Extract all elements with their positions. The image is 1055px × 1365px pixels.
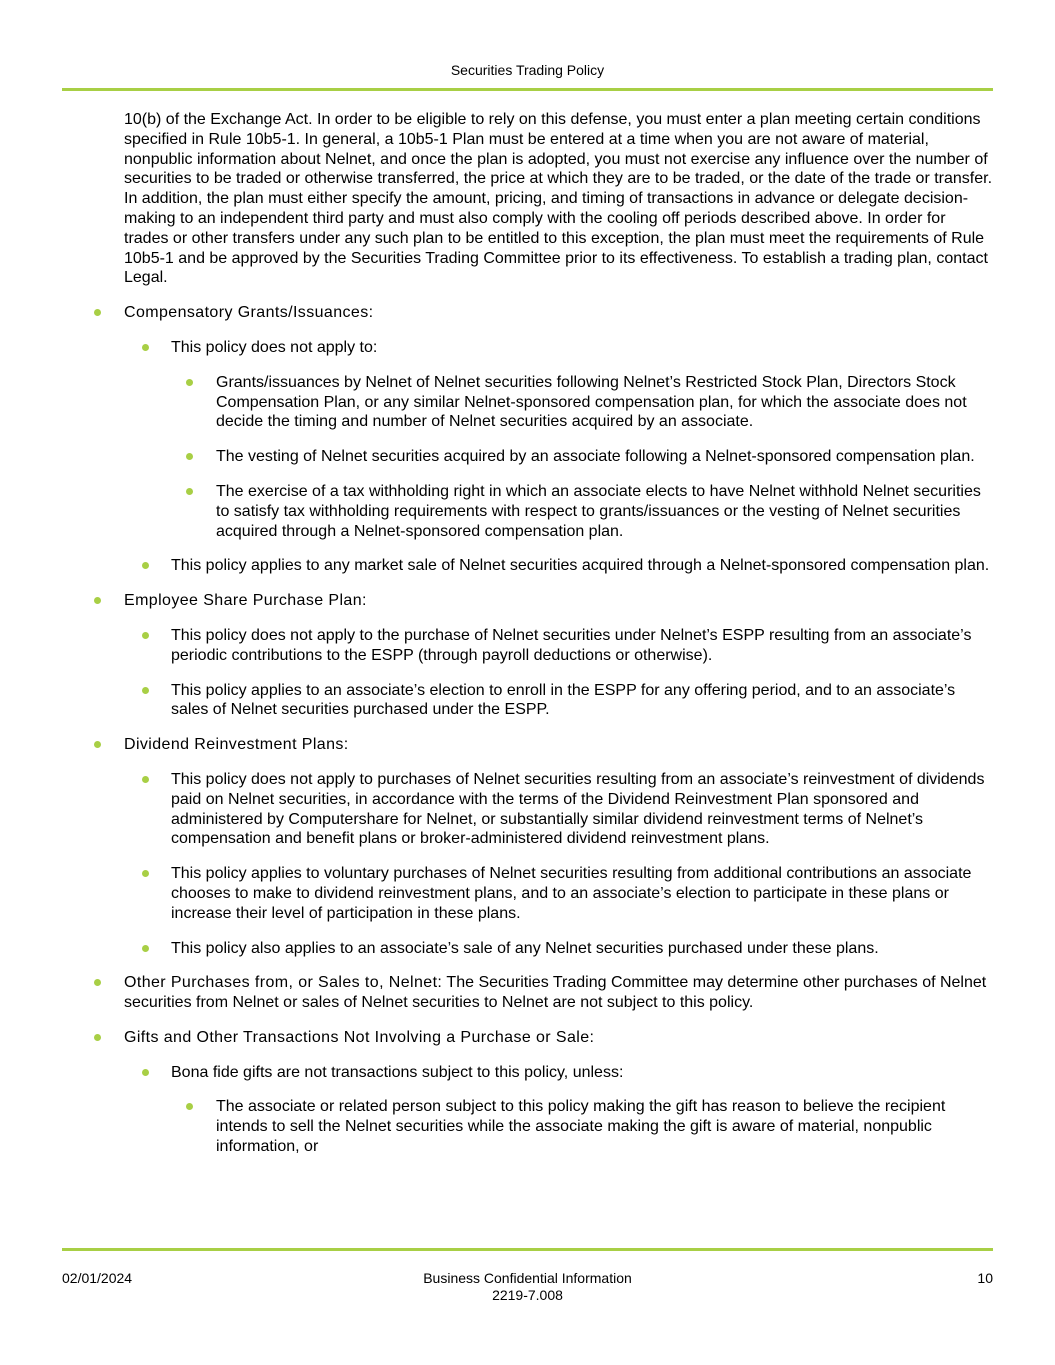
- bullet-icon: [142, 687, 149, 694]
- bullet-icon: [94, 979, 101, 986]
- list-item: [171, 1063, 993, 1083]
- document-body: [0, 110, 1055, 1157]
- list-item: [216, 482, 993, 541]
- list-item-text: Grants/issuances by Nelnet of Nelnet securities following Nelnet’s Restricted Stock Plan, Directors Stock Compensation Plan, or any similar Nelnet-sponsored compensation plan, for which the associate does not decide the timing and number of Nelnet securities acquired by an associate.: [216, 373, 967, 431]
- bullet-icon: [186, 488, 193, 495]
- bullet-icon: [142, 632, 149, 639]
- bullet-icon: [142, 870, 149, 877]
- footer-divider: [62, 1248, 993, 1251]
- bullet-icon: [142, 1069, 149, 1076]
- list-item-text: The vesting of Nelnet securities acquired by an associate following a Nelnet-sponsored compensation plan.: [216, 448, 975, 466]
- list-item-gifts: [124, 1028, 993, 1048]
- list-item-text: The Securities Trading Committee may determine other purchases of Nelnet securities from Nelnet or sales of Nelnet securities to Nelnet are not subject to this policy.: [124, 974, 987, 1012]
- bullet-icon: [186, 453, 193, 460]
- bullet-icon: [94, 741, 101, 748]
- list-item: [171, 770, 993, 849]
- list-item-text: This policy does not apply to:: [171, 338, 378, 356]
- footer-page-number: 10: [977, 1270, 993, 1286]
- list-item: [216, 373, 993, 432]
- bullet-icon: [142, 562, 149, 569]
- footer-doc-id: 2219-7.008: [492, 1287, 563, 1303]
- bullet-icon: [94, 597, 101, 604]
- list-item-compensatory: [124, 303, 993, 323]
- list-item-text: This policy applies to any market sale of Nelnet securities acquired through a Nelnet-sponsored compensation plan.: [171, 557, 990, 575]
- section-heading: Other Purchases from, or Sales to, Nelnet:: [124, 974, 443, 992]
- list-item: [216, 1097, 993, 1156]
- bullet-icon: [142, 344, 149, 351]
- bullet-icon: [186, 1103, 193, 1110]
- list-item-text: This policy applies to an associate’s election to enroll in the ESPP for any offering period, and to an associate’s sales of Nelnet securities purchased under the ESPP.: [171, 681, 956, 719]
- list-item-text: This policy applies to voluntary purchases of Nelnet securities resulting from additional contributions an associate chooses to make to dividend reinvestment plans, and to an associate’s election to participate in these plans or increase their level of participation in these plans.: [171, 865, 972, 922]
- list-item-text: This policy does not apply to purchases of Nelnet securities resulting from an associate’s reinvestment of dividends paid on Nelnet securities, in accordance with the terms of the Dividend Reinvestment Plan sponsored and administered by Computershare for Nelnet, or substantially similar dividend reinvestment terms of Nelnet’s compensation and benefit plans or broker-administered dividend reinvestment plans.: [171, 770, 985, 848]
- bullet-icon: [94, 1034, 101, 1041]
- list-item-text: The exercise of a tax withholding right in which an associate elects to have Nelnet withhold Nelnet securities to satisfy tax withholding requirements with respect to grants/issuances or the vesting of Nelnet securities acquired through a Nelnet-sponsored compensation plan.: [216, 482, 981, 540]
- list-item-text: This policy also applies to an associate’s sale of any Nelnet securities purchased under these plans.: [171, 939, 879, 957]
- list-item: [171, 626, 993, 666]
- intro-paragraph: 10(b) of the Exchange Act. In order to be eligible to rely on this defense, you must enter a plan meeting certain conditions specified in Rule 10b5-1. In general, a 10b5-1 Plan must be entered at a time when you are not aware of material, nonpublic information about Nelnet, and once the plan is adopted, you must not exercise any influence over the number of securities to be traded or otherwise transferred, the price at which they are to be traded, or the date of the trade or transfer. In addition, the plan must either specify the amount, pricing, and timing of transactions in advance or delegate decision-making to an independent third party and must also comply with the cooling off periods described above. In order for trades or other transfers under any such plan to be entitled to this exception, the plan must meet the requirements of Rule 10b5-1 and be approved by the Securities Trading Committee prior to its effectiveness. To establish a trading plan, contact Legal.: [124, 111, 993, 287]
- bullet-icon: [186, 379, 193, 386]
- list-item: [171, 681, 993, 721]
- list-item: [171, 338, 993, 358]
- footer-center: [0, 1270, 1055, 1304]
- bullet-icon: [94, 309, 101, 316]
- section-heading: Compensatory Grants/Issuances:: [124, 304, 374, 322]
- footer-date: 02/01/2024: [62, 1270, 133, 1286]
- bullet-icon: [142, 945, 149, 952]
- list-item-text: The associate or related person subject to this policy making the gift has reason to believe the recipient intends to sell the Nelnet securities while the associate making the gift is aware of material, nonpublic information, or: [216, 1098, 946, 1156]
- section-heading: Employee Share Purchase Plan:: [124, 592, 367, 610]
- section-heading: Dividend Reinvestment Plans:: [124, 736, 349, 754]
- list-item-espp: [124, 591, 993, 611]
- list-item: [171, 939, 993, 959]
- section-heading: Gifts and Other Transactions Not Involving a Purchase or Sale:: [124, 1028, 595, 1046]
- list-item: [216, 447, 993, 467]
- list-item-dividend: [124, 735, 993, 755]
- header-divider: [62, 88, 993, 91]
- bullet-icon: [142, 776, 149, 783]
- list-item-text: This policy does not apply to the purchase of Nelnet securities under Nelnet’s ESPP resulting from an associate’s periodic contributions to the ESPP (through payroll deductions or otherwise).: [171, 626, 972, 664]
- page-header-title: Securities Trading Policy: [450, 62, 605, 78]
- footer-classification: Business Confidential Information: [423, 1270, 632, 1286]
- list-item: [171, 556, 993, 576]
- list-item-text: Bona fide gifts are not transactions subject to this policy, unless:: [171, 1063, 624, 1081]
- list-item: [171, 864, 993, 923]
- list-item-other-purchases: [124, 973, 993, 1013]
